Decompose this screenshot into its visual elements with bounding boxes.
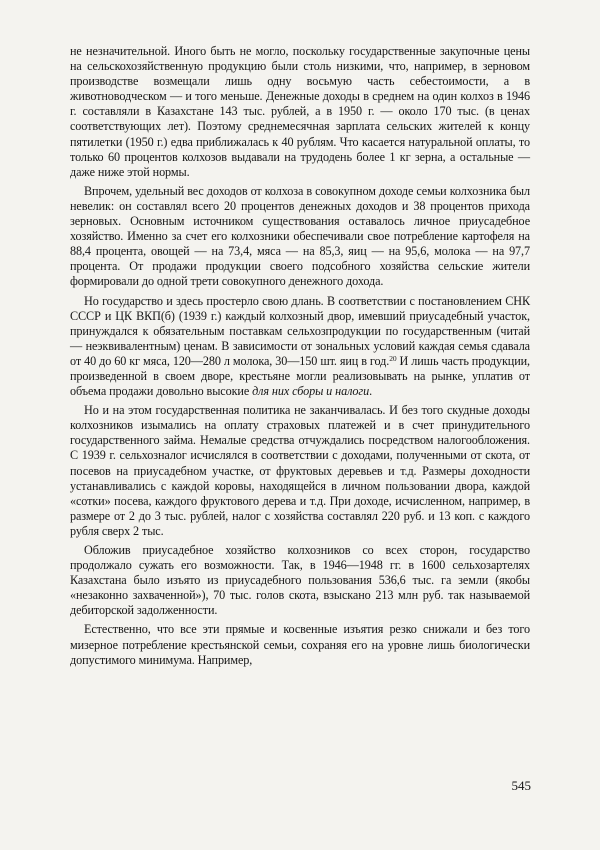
paragraph-2: Впрочем, удельный вес доходов от колхоза в совокупном доходе семьи колхозника был невелик: он составлял всего 20 процентов денежных доходов и 38 процентов прихода зерновых. Основным источником существования оставалось личное приусадебное хозяйство. Именно за счет его колхозники обеспечивали свое потребление картофеля на 88,4 процента, овощей — на 73,4, мяса — на 85,3, яиц — на 95,6, молока — на 97,7 процента. От продажи продукции своего подсобного хозяйства сельские жители формировали до одной трети совокупного денежного дохода. <box>70 183 530 289</box>
page-body <box>70 44 530 672</box>
paragraph-3-text-a: Но государство и здесь простерло свою длань. В соответствии с постановлением СНК СССР и ЦК ВКП(б) (1939 г.) каждый колхозный двор, имевший приусадебный участок, принуждался к обязательным поставкам сельхозпродукции по государственным (читай — неэквивалентным) ценам. В зависимости от зональных условий каждая семья сдавала от 40 до 60 кг мяса, 120—280 л молока, 30—150 шт. яиц в год. <box>70 293 530 368</box>
paragraph-3-italic-text: для них сборы и налоги <box>252 384 370 399</box>
paragraph-6: Естественно, что все эти прямые и косвенные изъятия резко снижали и без того мизерное потребление крестьянской семьи, сохраняя его на уровне лишь биологически допустимого минимума. Например, <box>70 622 530 667</box>
footnote-marker: 20 <box>389 353 397 363</box>
paragraph-3-text-b: И лишь часть продукции, произведенной в своем дворе, крестьяне могли реализовывать на рынке, уплатив от объема продажи довольно высокие <box>70 353 530 399</box>
page-number: 545 <box>511 778 531 793</box>
paragraph-1: не незначительной. Иного быть не могло, поскольку государственные закупочные цены на сельскохозяйственную продукцию были столь низкими, что, например, в зерновом производстве возмещали лишь одну восьмую часть себестоимости, а в животноводческом — и того меньше. Денежные доходы в среднем на один колхоз в 1946 г. составляли в Казахстане 143 тыс. рублей, а в 1950 г. — около 170 тыс. (в ценах соответствующих лет). Поэтому среднемесячная зарплата сельских жителей к концу пятилетки (1950 г.) едва приближалась к 40 рублям. Что касается натуральной оплаты, то только 60 процентов колхозов выдавали на трудодень более 1 кг зерна, а остальные — даже ниже этой нормы. <box>70 44 530 179</box>
paragraph-4: Но и на этом государственная политика не заканчивалась. И без того скудные доходы колхозников изымались на оплату страховых платежей и в счет принудительного государственного займа. Немалые средства отчуждались посредством налогообложения. С 1939 г. сельхозналог исчислялся в соответствии с доходами, полученными от скота, от посевов на приусадебном участке, от фруктовых деревьев и т.д. Размеры доходности устанавливались с каждой коровы, находящейся в личном пользовании двора, каждой «сотки» посева, каждого фруктового дерева и т.д. При доходе, исчисленном, например, в размере от 2 до 3 тыс. рублей, налог с хозяйства составлял 220 руб. и 13 коп. с каждого рубля сверх 2 тыс. <box>70 403 530 538</box>
paragraph-3-text-end: . <box>369 384 373 399</box>
paragraph-3 <box>70 294 530 400</box>
paragraph-5: Обложив приусадебное хозяйство колхозников со всех сторон, государство продолжало сужать его возможности. Так, в 1946—1948 гг. в 1600 сельхозартелях Казахстана было изъято из приусадебного пользования 536,6 тыс. га земли (якобы «незаконно захваченной»), 70 тыс. голов скота, взыскано 213 млн руб. так называемой дебиторской задолженности. <box>70 543 530 618</box>
